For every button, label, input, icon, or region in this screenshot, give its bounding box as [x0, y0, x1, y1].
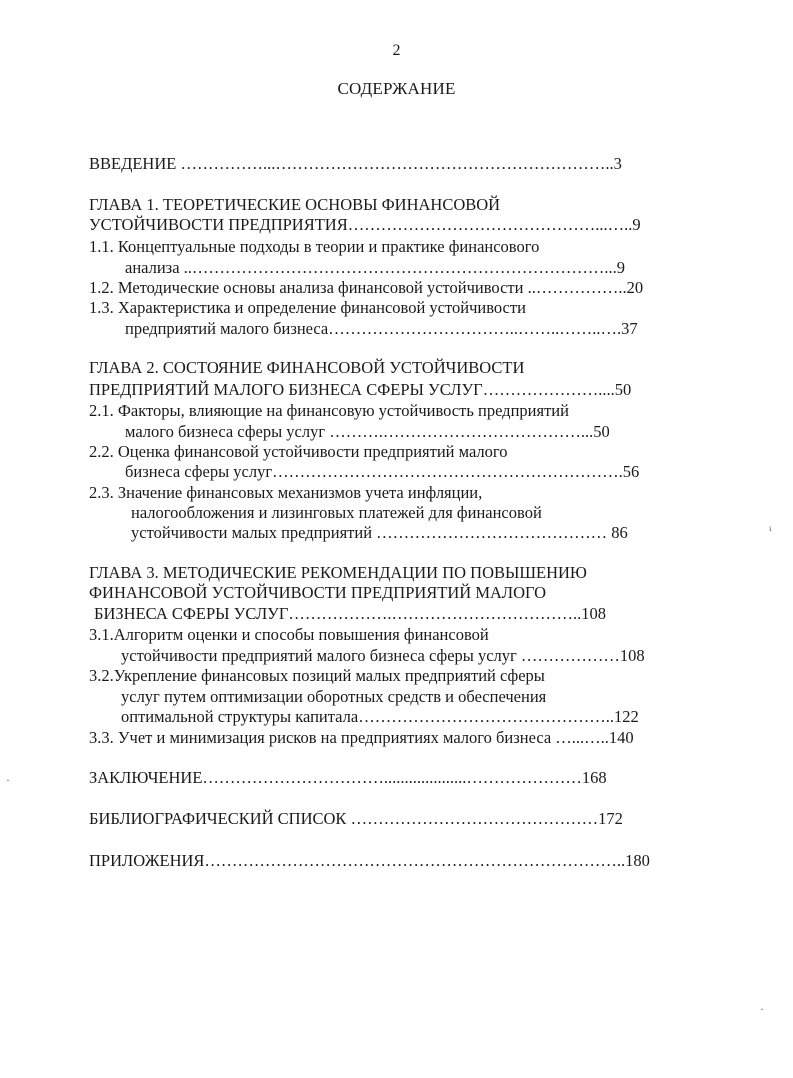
page-title: СОДЕРЖАНИЕ — [337, 79, 456, 98]
toc-chapter3-title-cont: ФИНАНСОВОЙ УСТОЙЧИВОСТИ ПРЕДПРИЯТИЙ МАЛОГО — [89, 583, 547, 602]
toc-section-3-2-cont: услуг путем оптимизации оборотных средств и обеспечения — [121, 687, 547, 706]
toc-intro: ВВЕДЕНИЕ ……………...……………………………………………………..3 — [89, 154, 622, 173]
toc-section-2-1: 2.1. Факторы, влияющие на финансовую устойчивость предприятий — [89, 401, 569, 420]
toc-section-2-1-cont: малого бизнеса сферы услуг ……….………………………………...50 — [125, 422, 610, 441]
toc-chapter1-title: ГЛАВА 1. ТЕОРЕТИЧЕСКИЕ ОСНОВЫ ФИНАНСОВОЙ — [89, 195, 501, 214]
toc-section-1-1: 1.1. Концептуальные подходы в теории и практике финансового — [89, 237, 540, 256]
toc-chapter3-title: ГЛАВА 3. МЕТОДИЧЕСКИЕ РЕКОМЕНДАЦИИ ПО ПОВЫШЕНИЮ — [89, 563, 587, 582]
toc-section-3-1: 3.1.Алгоритм оценки и способы повышения финансовой — [89, 625, 489, 644]
toc-section-1-1-cont: анализа ..…………………………………………………………………...9 — [125, 258, 626, 277]
toc-section-3-1-cont: устойчивости предприятий малого бизнеса сферы услуг ………………108 — [121, 646, 645, 665]
toc-chapter2-title: ГЛАВА 2. СОСТОЯНИЕ ФИНАНСОВОЙ УСТОЙЧИВОСТИ — [89, 358, 525, 377]
toc-conclusion: ЗАКЛЮЧЕНИЕ……………………………....................…………………168 — [89, 768, 607, 787]
scan-mark: ⁱ — [769, 524, 772, 538]
toc-section-2-2-cont: бизнеса сферы услуг……………………………………………………….56 — [125, 462, 640, 481]
scan-mark: · — [6, 773, 10, 787]
page-number: 2 — [392, 42, 401, 59]
toc-section-1-3-cont: предприятий малого бизнеса……………………………..……..……..….37 — [125, 319, 638, 338]
toc-section-2-3-cont: налогообложения и лизинговых платежей для финансовой — [131, 503, 542, 522]
toc-section-2-2: 2.2. Оценка финансовой устойчивости предприятий малого — [89, 442, 508, 461]
toc-appendices: ПРИЛОЖЕНИЯ…………………………………………………………………..180 — [89, 851, 650, 870]
toc-section-3-3: 3.3. Учет и минимизация рисков на предприятиях малого бизнеса …...…..140 — [89, 728, 634, 747]
toc-section-1-2: 1.2. Методические основы анализа финансовой устойчивости ..……………..20 — [89, 278, 644, 297]
toc-chapter3-title-cont2: БИЗНЕСА СФЕРЫ УСЛУГ……………….……………………………..108 — [94, 604, 606, 623]
scan-mark: · — [760, 1002, 764, 1016]
toc-section-1-3: 1.3. Характеристика и определение финансовой устойчивости — [89, 298, 526, 317]
toc-section-3-2-cont2: оптимальной структуры капитала………………………………………..122 — [121, 707, 639, 726]
toc-section-2-3-cont2: устойчивости малых предприятий …………………………………… 86 — [131, 523, 628, 542]
toc-section-3-2: 3.2.Укрепление финансовых позиций малых предприятий сферы — [89, 666, 545, 685]
toc-chapter2-title-cont: ПРЕДПРИЯТИЙ МАЛОГО БИЗНЕСА СФЕРЫ УСЛУГ…………………....50 — [89, 380, 632, 399]
toc-bibliography: БИБЛИОГРАФИЧЕСКИЙ СПИСОК ………………………………………172 — [89, 809, 623, 828]
toc-chapter1-title-cont: УСТОЙЧИВОСТИ ПРЕДПРИЯТИЯ………………………………………...…..9 — [89, 215, 641, 234]
toc-section-2-3: 2.3. Значение финансовых механизмов учета инфляции, — [89, 483, 483, 502]
